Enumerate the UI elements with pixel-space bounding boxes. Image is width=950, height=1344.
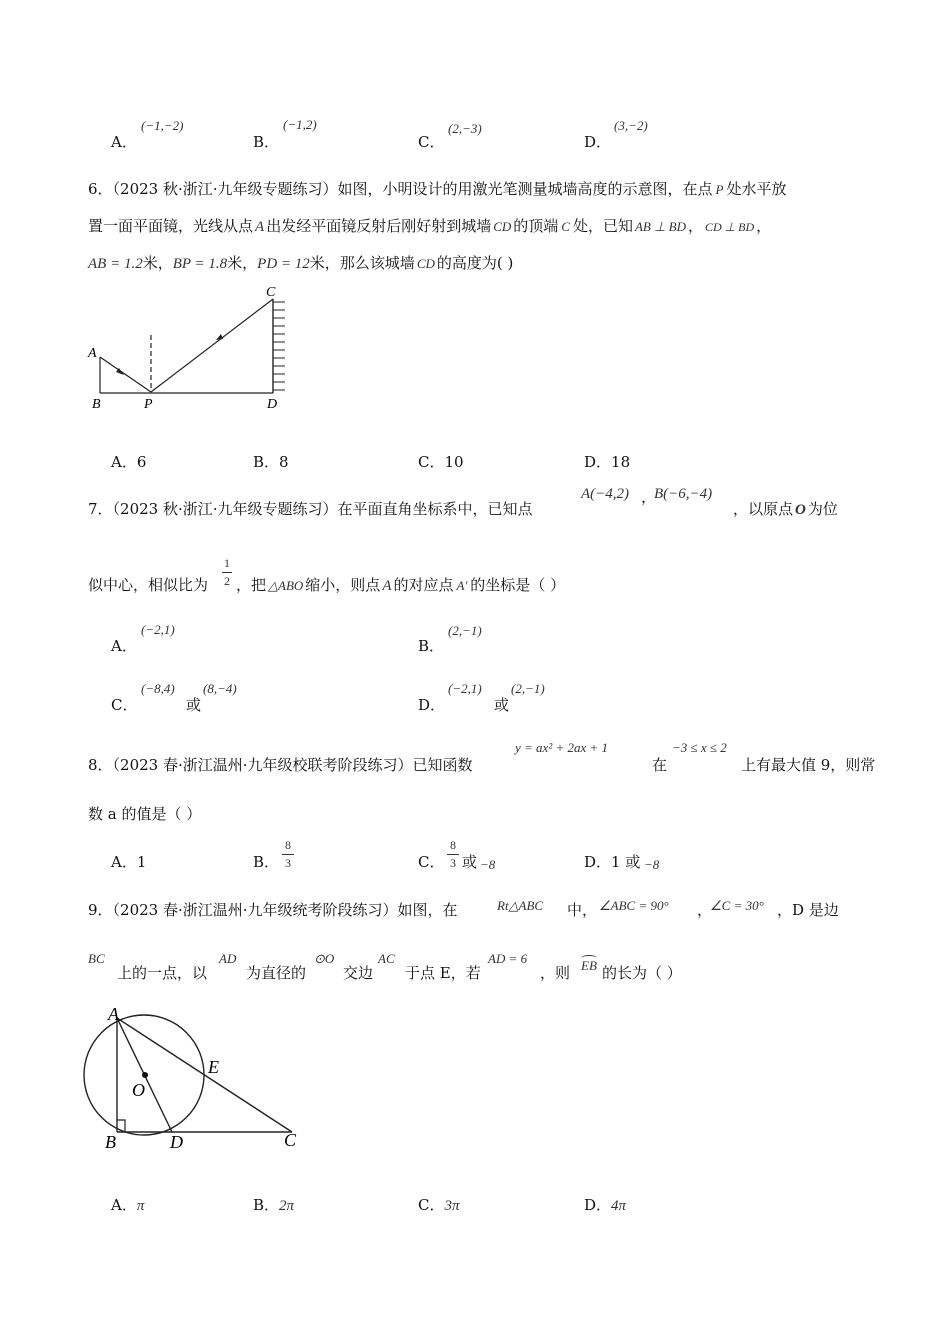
q6-text: 处水平放 (726, 180, 787, 198)
q6-option-d-label: D． (584, 453, 612, 471)
q7-point-a-label: A (382, 578, 392, 594)
q7-frac-bar (222, 572, 232, 573)
q6-text: 处，已知 (572, 217, 633, 235)
q9-option-c-value: 3π (444, 1198, 460, 1214)
q7-text: 缩小，则点 (305, 576, 381, 594)
q6-option-a-value: 6 (136, 453, 147, 471)
q9-ad-value: AD = 6 (488, 951, 528, 966)
q9-label-b: B (105, 1132, 116, 1152)
q9-arc-eb-label: EB (581, 958, 597, 973)
q6-option-a-label: A． (111, 453, 137, 471)
q8-option-b-fraction (282, 838, 294, 871)
q9-arc-eb (581, 955, 597, 974)
q6-segment-cd: CD (493, 219, 512, 234)
q9-text-2e: ，则 (540, 964, 571, 982)
q6-point-p: P (715, 182, 724, 197)
q7-option-b-value: (2,−1) (448, 623, 482, 638)
q8-option-b-label[interactable]: B． (253, 853, 280, 871)
q5-option-c-value: (2,−3) (448, 121, 482, 136)
q6-text: ， (688, 217, 704, 235)
q8-function: y = ax² + 2ax + 1 (515, 740, 609, 755)
q7-text-2b (236, 574, 565, 595)
q6-segment-cd: CD (416, 256, 435, 271)
q8-range: −3 ≤ x ≤ 2 (672, 740, 727, 755)
q7-text-2a: 似中心，相似比为 (88, 576, 209, 594)
q6-line-3 (88, 252, 513, 273)
q8-option-c-value2: −8 (480, 857, 496, 872)
q6-bp-length: BP = 1.8 (172, 256, 228, 272)
q7-option-c-value2: (8,−4) (203, 681, 237, 696)
q6-point-a: A (255, 219, 265, 235)
q6-label-p: P (144, 397, 153, 412)
q9-text-2b: 为直径的 (246, 964, 307, 982)
q9-segment-ad: AD (219, 951, 237, 966)
q6-option-c-label: C． (418, 453, 445, 471)
q6-label-b: B (92, 397, 101, 412)
q9-label-e: E (208, 1057, 219, 1077)
q5-option-b-label[interactable]: B． (253, 133, 280, 151)
q7-triangle-abo: △ABO (268, 578, 304, 593)
q7-option-d-value: (−2,1) (448, 681, 482, 696)
q6-line-1 (88, 178, 787, 199)
q6-text: 置一面平面镜，光线从点 (88, 217, 254, 235)
q6-wall-hatching (273, 302, 285, 390)
q5-option-c-label[interactable]: C． (418, 133, 445, 151)
q6-text: 6．（2023 秋·浙江·九年级专题练习）如图，小明设计的用激光笔测量城墙高度的示意图，在点 (88, 180, 713, 198)
q9-option-a[interactable] (111, 1194, 144, 1215)
q7-option-d-label[interactable]: D． (418, 696, 446, 714)
q8-option-c-num: 8 (450, 838, 456, 852)
q6-option-b-label: B． (253, 453, 280, 471)
q6-condition-1: AB ⊥ BD (634, 219, 687, 234)
q9-option-a-label: A． (111, 1196, 137, 1214)
q7-text: 的坐标是（ ） (470, 576, 566, 594)
q9-text-2f: 的长为（ ） (602, 964, 682, 982)
q8-option-c-or: 或 (462, 853, 478, 871)
q8-option-c-fraction (447, 838, 459, 871)
q9-option-b-label: B． (253, 1196, 280, 1214)
q6-text: 米， (142, 254, 173, 272)
q6-figure (80, 282, 300, 417)
q6-option-d-value: 18 (611, 453, 631, 471)
q6-label-d: D (267, 397, 278, 412)
q9-figure (80, 1000, 310, 1155)
q6-text: 出发经平面镜反射后刚好射到城墙 (266, 217, 492, 235)
q8-text-1a: 8．（2023 春·浙江温州·九年级校联考阶段练习）已知函数 (88, 756, 473, 774)
q6-ray-ap (100, 357, 151, 392)
q9-option-a-value: π (136, 1198, 145, 1214)
q9-circle-o: ⊙O (314, 951, 335, 966)
q5-option-a-value: (−1,−2) (141, 118, 184, 133)
q5-option-d-label[interactable]: D． (584, 133, 612, 151)
q9-option-b[interactable] (253, 1194, 294, 1215)
q5-option-d-value: (3,−2) (614, 118, 648, 133)
q7-frac-num: 1 (224, 556, 230, 570)
q6-line-2 (88, 215, 771, 236)
q7-option-d-or: 或 (494, 696, 510, 714)
q8-option-a-value: 1 (136, 853, 147, 871)
q8-option-b-den: 3 (285, 856, 291, 870)
q7-text-1a: 7．（2023 秋·浙江·九年级专题练习）在平面直角坐标系中，已知点 (88, 500, 533, 518)
q6-text: ， (756, 217, 772, 235)
q6-option-c-value: 10 (444, 453, 464, 471)
q9-option-c-label: C． (418, 1196, 445, 1214)
q7-text: 为位 (807, 500, 838, 518)
q7-text-1b (733, 498, 838, 519)
q8-text-1b: 在 (652, 756, 668, 774)
q9-center-dot (142, 1072, 148, 1078)
q7-point-a: A(−4,2) (581, 486, 630, 502)
q8-option-d-label: D． (584, 853, 612, 871)
q6-text: 米， (227, 254, 258, 272)
q6-ab-length: AB = 1.2 (88, 256, 143, 272)
q7-option-a-value: (−2,1) (141, 622, 175, 637)
q7-text: ，把 (236, 576, 267, 594)
q8-option-b-bar (282, 854, 294, 855)
q6-option-c[interactable] (418, 451, 464, 472)
q8-option-b-num: 8 (285, 838, 291, 852)
q8-option-d-value: 1 或 (611, 853, 641, 871)
q8-text-2: 数 a 的值是（ ） (88, 805, 202, 823)
q9-option-c[interactable] (418, 1194, 460, 1215)
q7-ratio-fraction (222, 556, 232, 589)
q7-text: ，以原点 (733, 500, 794, 518)
q9-text-1a: 9．（2023 春·浙江温州·九年级统考阶段练习）如图，在 (88, 901, 458, 919)
q6-option-d[interactable] (584, 451, 630, 472)
q7-option-c-value: (−8,4) (141, 681, 175, 696)
q6-text: 米，那么该城墙 (309, 254, 415, 272)
q9-label-d: D (170, 1132, 183, 1152)
q6-text: 的高度为( ) (436, 254, 514, 272)
q6-point-c: C (561, 219, 570, 234)
q7-option-a-label[interactable]: A． (111, 637, 137, 655)
q6-option-b-value: 8 (279, 453, 289, 471)
q8-option-d-value2: −8 (644, 857, 660, 872)
q6-arrow-2 (216, 334, 223, 340)
q6-label-a: A (88, 346, 97, 361)
q9-text-2c: 交边 (343, 964, 374, 982)
q9-label-c: C (284, 1130, 297, 1150)
q7-option-b-label[interactable]: B． (418, 637, 445, 655)
q6-ray-pc (151, 299, 273, 392)
q5-option-b-value: (−1,2) (283, 117, 317, 132)
q9-option-d-label: D． (584, 1196, 612, 1214)
q6-label-c: C (266, 285, 276, 300)
q6-text: 的顶端 (513, 217, 559, 235)
q9-option-d[interactable] (584, 1194, 626, 1215)
q8-option-d[interactable] (584, 851, 640, 872)
q9-rt-triangle: Rt△ABC (497, 898, 544, 913)
q8-option-c-label[interactable]: C． (418, 853, 445, 871)
q9-label-a: A (108, 1004, 119, 1024)
q7-option-c-label[interactable]: C． (111, 696, 138, 714)
q9-text-2a: 上的一点，以 (117, 964, 208, 982)
q6-condition-2: CD ⊥ BD (705, 220, 755, 234)
q7-option-d-value2: (2,−1) (511, 681, 545, 696)
q9-text-1b: 中， (567, 901, 598, 919)
q8-option-c-den: 3 (450, 856, 456, 870)
q7-point-b: B(−6,−4) (654, 486, 713, 502)
q9-angle-c: ∠C = 30° (710, 898, 764, 913)
q9-text-2d: 于点 E，若 (405, 964, 481, 982)
q7-text: 的对应点 (393, 576, 454, 594)
q9-text-1c: ，D 是边 (777, 901, 839, 919)
q7-origin-o: O (795, 502, 806, 518)
q8-option-a-label: A． (111, 853, 137, 871)
q9-option-b-value: 2π (279, 1198, 295, 1214)
q7-option-c-or: 或 (186, 696, 202, 714)
q9-option-d-value: 4π (611, 1198, 627, 1214)
q9-segment-bc: BC (88, 951, 105, 966)
q6-option-b[interactable] (253, 451, 289, 472)
q9-sep: ， (697, 901, 713, 919)
q9-segment-ac: AC (378, 951, 395, 966)
q8-text-1c: 上有最大值 9，则常 (741, 756, 876, 774)
q6-option-a[interactable] (111, 451, 146, 472)
q7-sep: ， (641, 488, 657, 506)
q7-point-a-prime: A′ (456, 578, 468, 593)
q9-angle-abc: ∠ABC = 90° (599, 898, 669, 913)
q9-label-o: O (132, 1080, 145, 1100)
q8-option-a[interactable] (111, 851, 146, 872)
q8-option-c-bar (447, 854, 459, 855)
q7-frac-den: 2 (224, 574, 230, 588)
q5-option-a-label[interactable]: A． (111, 133, 137, 151)
q6-pd-length: PD = 12 (257, 256, 310, 272)
